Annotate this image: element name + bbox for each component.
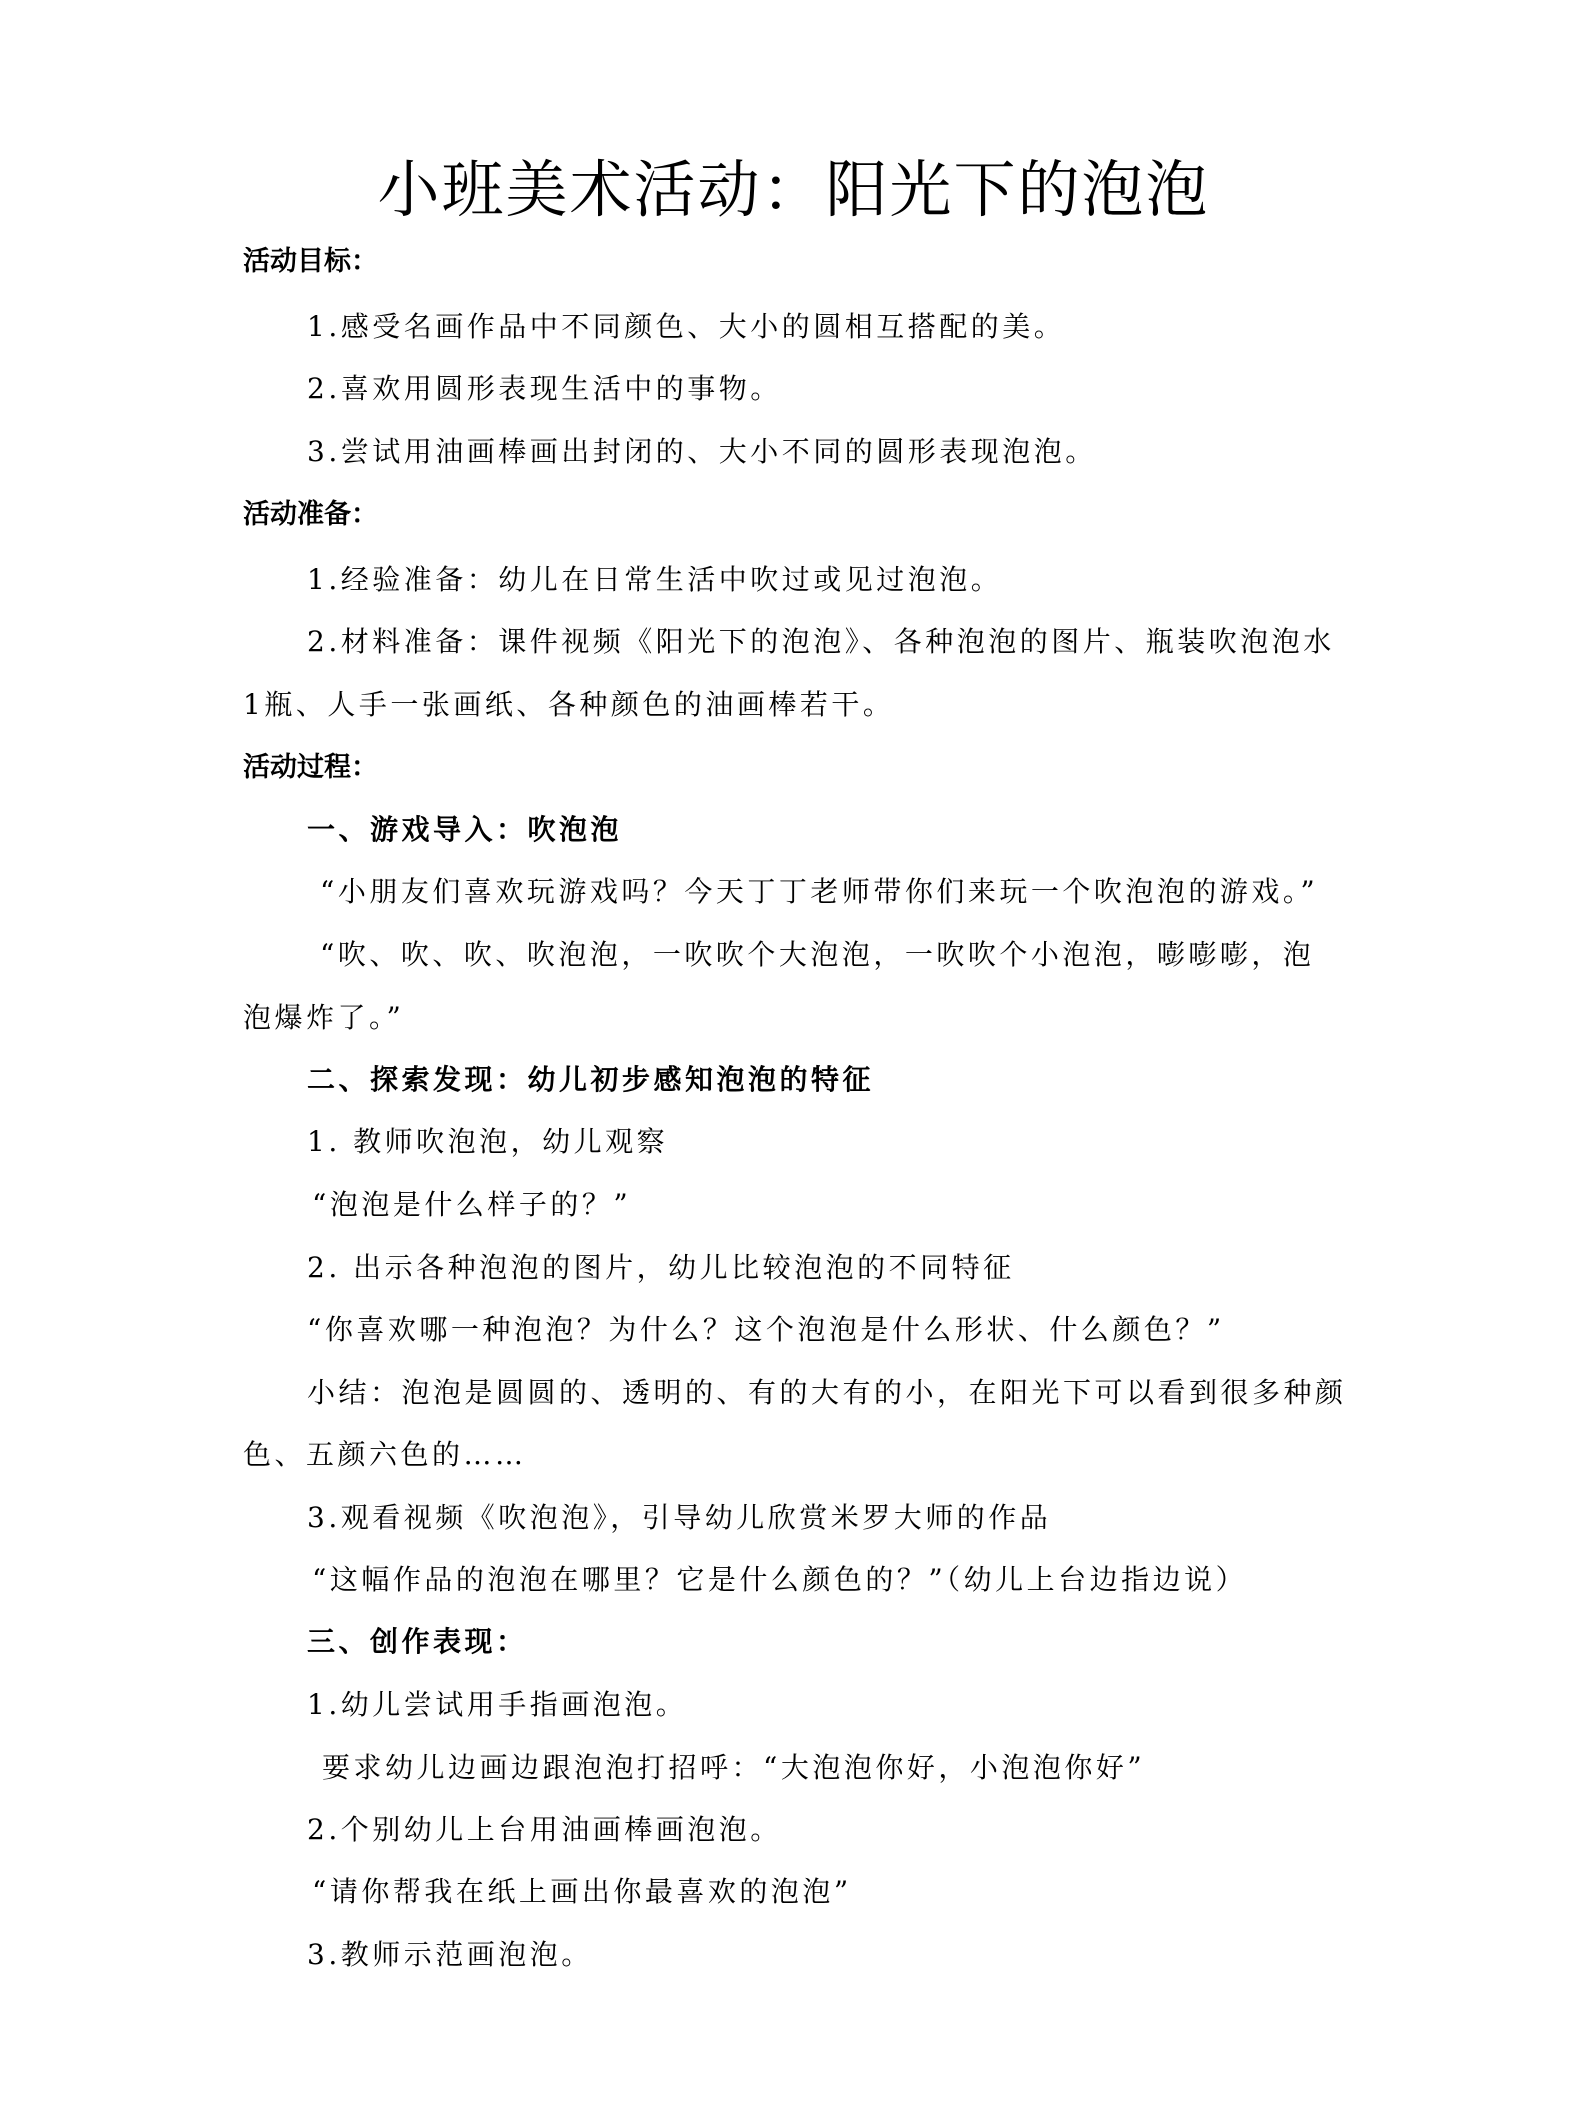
goal-item: 2.喜欢用圆形表现生活中的事物。 <box>307 372 782 405</box>
process-line: “这幅作品的泡泡在哪里？它是什么颜色的？”（幼儿上台边指边说） <box>312 1563 1248 1596</box>
section-heading-process: 活动过程： <box>243 752 378 783</box>
process-line: 1.幼儿尝试用手指画泡泡。 <box>307 1688 688 1721</box>
process-line: “请你帮我在纸上画出你最喜欢的泡泡” <box>312 1875 852 1908</box>
process-line-continued: 泡爆炸了。” <box>243 1001 405 1034</box>
goal-item: 1.感受名画作品中不同颜色、大小的圆相互搭配的美。 <box>307 310 1066 343</box>
process-part2-title: 二、探索发现：幼儿初步感知泡泡的特征 <box>307 1063 875 1096</box>
preparation-item-continued: 1瓶、人手一张画纸、各种颜色的油画棒若干。 <box>243 688 895 721</box>
process-part3-title: 三、创作表现： <box>307 1625 528 1658</box>
section-heading-preparation: 活动准备： <box>243 499 378 530</box>
process-summary: 小结：泡泡是圆圆的、透明的、有的大有的小，在阳光下可以看到很多种颜 <box>307 1376 1347 1409</box>
goal-item: 3.尝试用油画棒画出封闭的、大小不同的圆形表现泡泡。 <box>307 435 1097 468</box>
process-line: 要求幼儿边画边跟泡泡打招呼：“大泡泡你好，小泡泡你好” <box>322 1751 1146 1784</box>
process-line: 3.观看视频《吹泡泡》，引导幼儿欣赏米罗大师的作品 <box>307 1501 1052 1534</box>
preparation-item: 2.材料准备：课件视频《阳光下的泡泡》、各种泡泡的图片、瓶装吹泡泡水 <box>307 625 1335 658</box>
process-line: 3.教师示范画泡泡。 <box>307 1938 593 1971</box>
preparation-item: 1.经验准备：幼儿在日常生活中吹过或见过泡泡。 <box>307 563 1003 596</box>
process-summary-continued: 色、五颜六色的…… <box>243 1438 527 1471</box>
process-line: 2. 出示各种泡泡的图片，幼儿比较泡泡的不同特征 <box>307 1251 1015 1284</box>
document-title: 小班美术活动：阳光下的泡泡 <box>377 153 1210 226</box>
process-line: 2.个别幼儿上台用油画棒画泡泡。 <box>307 1813 782 1846</box>
process-line: “小朋友们喜欢玩游戏吗？今天丁丁老师带你们来玩一个吹泡泡的游戏。” <box>320 875 1319 908</box>
process-line: “吹、吹、吹、吹泡泡，一吹吹个大泡泡，一吹吹个小泡泡，嘭嘭嘭，泡 <box>320 938 1315 971</box>
section-heading-goals: 活动目标： <box>243 246 378 277</box>
process-line: “你喜欢哪一种泡泡？为什么？这个泡泡是什么形状、什么颜色？” <box>307 1313 1225 1346</box>
process-part1-title: 一、游戏导入：吹泡泡 <box>307 813 623 846</box>
process-line: “泡泡是什么样子的？” <box>312 1188 632 1221</box>
process-line: 1. 教师吹泡泡，幼儿观察 <box>307 1125 669 1158</box>
